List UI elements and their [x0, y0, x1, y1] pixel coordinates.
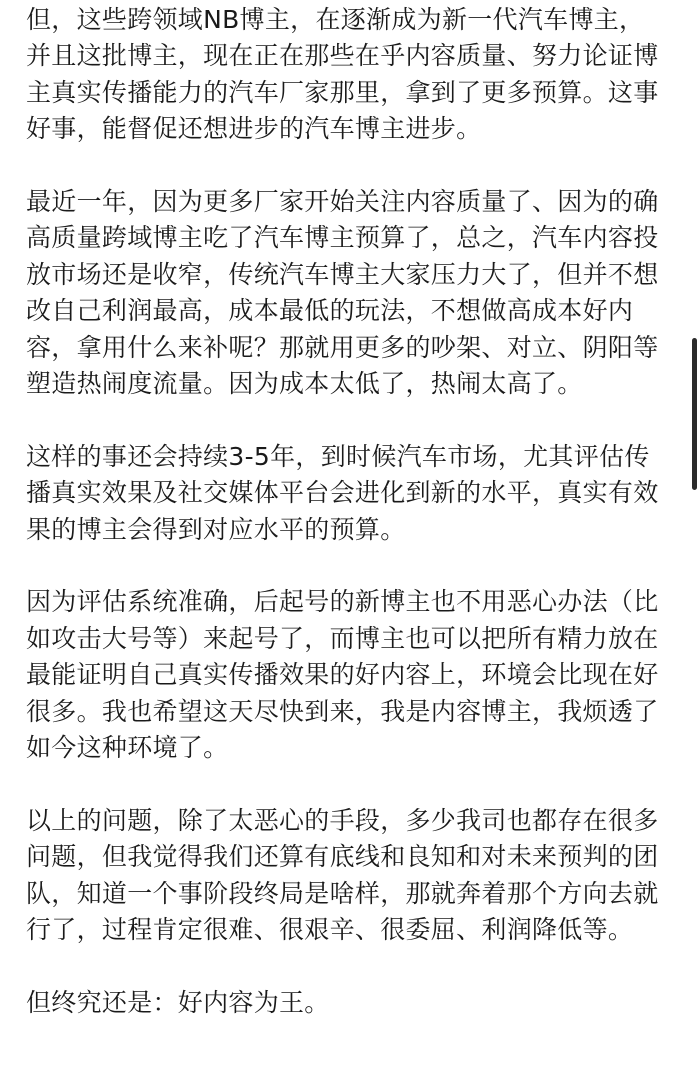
paragraph-4	[26, 584, 686, 766]
text-line: 但，这些跨领域NB博主，在逐渐成为新一代汽车博主，	[26, 5, 645, 34]
text-line: 放市场还是收窄，传统汽车博主大家压力大了，但并不想	[26, 259, 659, 289]
text-line: 塑造热闹度流量。因为成本太低了，热闹太高了。	[26, 369, 583, 399]
text-line: 好事，能督促还想进步的汽车博主进步。	[26, 114, 482, 144]
paragraph-2	[26, 184, 686, 402]
text-line: 因为评估系统准确，后起号的新博主也不用恶心办法（比	[26, 587, 659, 617]
text-line: 问题，但我觉得我们还算有底线和良知和对未来预判的团	[26, 842, 659, 872]
text-line: 很多。我也希望这天尽快到来，我是内容博主，我烦透了	[26, 696, 659, 726]
article-body	[26, 2, 686, 1058]
text-line: 队，知道一个事阶段终局是啥样，那就奔着那个方向去就	[26, 878, 659, 908]
text-line: 播真实效果及社交媒体平台会进化到新的水平，真实有效	[26, 478, 659, 508]
text-line: 如攻击大号等）来起号了，而博主也可以把所有精力放在	[26, 623, 659, 653]
text-line: 并且这批博主，现在正在那些在乎内容质量、努力论证博	[26, 41, 659, 71]
text-line: 但终究还是：好内容为王。	[26, 987, 330, 1017]
text-line: 最近一年，因为更多厂家开始关注内容质量了、因为的确	[26, 187, 659, 217]
text-line: 容，拿用什么来补呢？那就用更多的吵架、对立、阴阳等	[26, 332, 659, 362]
text-line: 主真实传播能力的汽车厂家那里，拿到了更多预算。这事	[26, 77, 659, 107]
text-line: 高质量跨域博主吃了汽车博主预算了，总之，汽车内容投	[26, 223, 659, 253]
text-line: 最能证明自己真实传播效果的好内容上，环境会比现在好	[26, 660, 659, 690]
text-line: 行了，过程肯定很难、很艰辛、很委屈、利润降低等。	[26, 915, 634, 945]
paragraph-6	[26, 985, 686, 1021]
vertical-scrollbar[interactable]	[692, 338, 697, 490]
text-line: 以上的问题，除了太恶心的手段，多少我司也都存在很多	[26, 805, 659, 835]
paragraph-3	[26, 439, 686, 548]
paragraph-5	[26, 803, 686, 949]
text-line: 改自己利润最高，成本最低的玩法，不想做高成本好内	[26, 296, 634, 326]
paragraph-1	[26, 2, 686, 148]
text-line: 这样的事还会持续3-5年，到时候汽车市场，尤其评估传	[26, 441, 650, 471]
text-line: 果的博主会得到对应水平的预算。	[26, 514, 406, 544]
text-line: 如今这种环境了。	[26, 733, 229, 763]
